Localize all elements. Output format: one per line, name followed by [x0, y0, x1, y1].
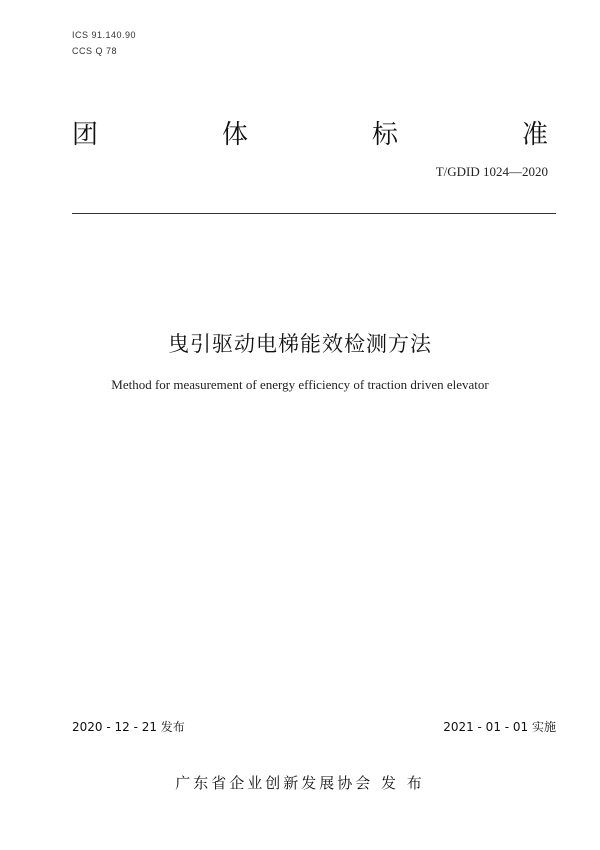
- standard-type-heading: [72, 114, 548, 151]
- ccs-code: CCS Q 78: [72, 46, 118, 56]
- issue-date: 2020 - 12 - 21 发布: [72, 720, 185, 734]
- heading-char: 标: [371, 120, 398, 150]
- document-title-zh: 曳引驱动电梯能效检测方法: [168, 332, 432, 356]
- heading-char: 团: [72, 120, 99, 150]
- implementation-date: 2021 - 01 - 01 实施: [443, 720, 556, 734]
- ics-code: ICS 91.140.90: [72, 30, 137, 40]
- publisher: 广东省企业创新发展协会 发 布: [175, 774, 425, 792]
- heading-char: 准: [521, 120, 548, 150]
- standard-code: T/GDID 1024—2020: [435, 164, 548, 179]
- divider: [72, 213, 556, 214]
- heading-char: 体: [221, 120, 248, 150]
- document-title-en: Method for measurement of energy efficiency of traction driven elevator: [111, 377, 489, 392]
